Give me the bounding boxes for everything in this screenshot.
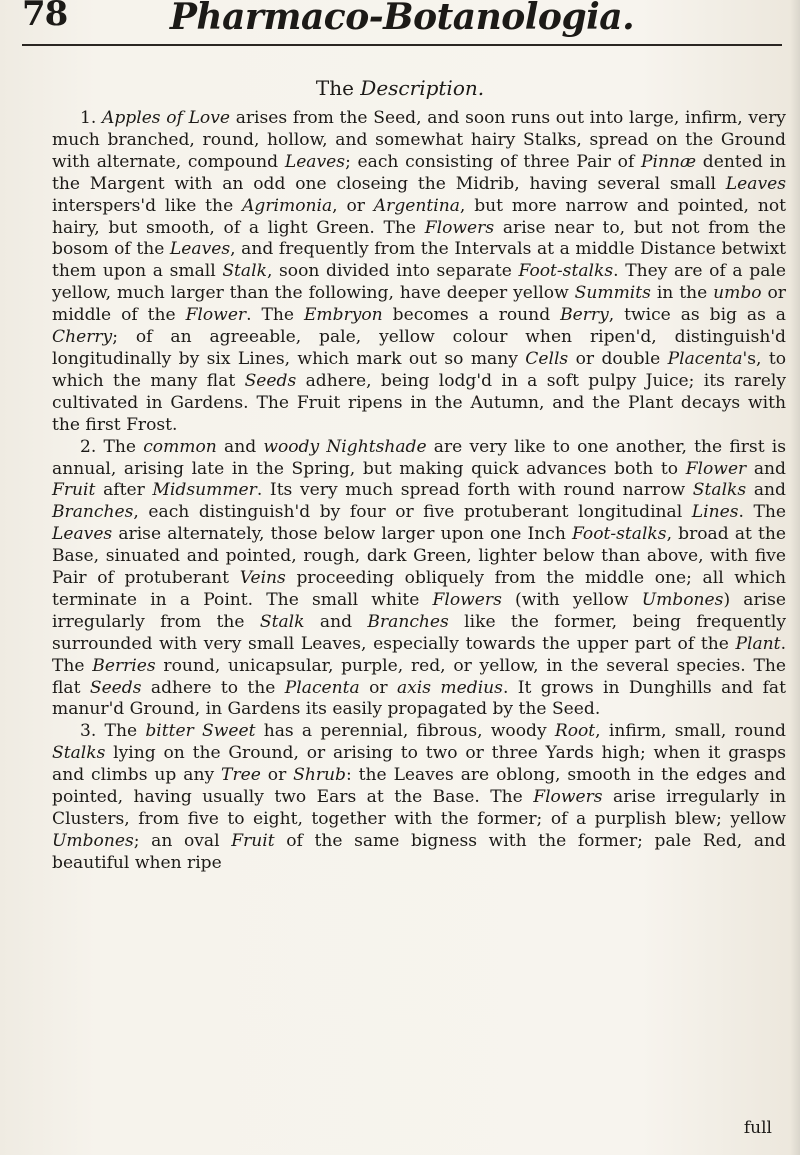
text-run: becomes a round <box>382 305 561 326</box>
text-run: , each distinguish'd by four or five protuberant longitudinal <box>133 502 692 523</box>
text-run: . The <box>738 502 786 523</box>
text-run: , but more narrow and pointed, not hairy, but smooth, of a light Green. The <box>52 195 787 238</box>
italic-term: axis medius <box>396 677 503 698</box>
italic-term: Leaves <box>169 239 231 260</box>
italic-term: Stalk <box>259 611 305 632</box>
text-run: and <box>304 611 368 632</box>
italic-term: Flower <box>685 458 747 479</box>
italic-term: Leaves <box>725 173 786 194</box>
italic-term: Stalk <box>222 261 267 282</box>
text-run: . The <box>52 633 786 676</box>
text-run: or <box>359 677 397 698</box>
text-run: ; of an agreeable, pale, yellow colour when ripen'd, distinguish'd longitudinally by six Lines, which mark out so many <box>52 327 786 369</box>
italic-term: Shrub <box>293 765 346 786</box>
text-run: are very like to one another, the first is annual, arising late in the Spring, but making quick advances both to <box>52 436 786 479</box>
italic-term: Tree <box>221 765 261 786</box>
text-run: lying on the Ground, or arising to two or three Yards high; when it grasps and climbs up any <box>52 743 786 786</box>
text-run: 3. The <box>80 721 146 742</box>
text-run: or <box>260 765 294 786</box>
text-run: , or <box>332 195 374 216</box>
paragraph-nightshade <box>52 437 786 722</box>
section-title-prefix: The <box>315 76 361 100</box>
text-run: like the former, being frequently surrounded with very small Leaves, especially towards the upper part of the <box>52 611 787 654</box>
italic-term: Argentina <box>373 195 460 216</box>
text-run: adhere to the <box>141 677 285 698</box>
italic-term: Placenta <box>284 677 360 698</box>
italic-term: Flowers <box>432 589 502 610</box>
text-run: and <box>216 436 264 457</box>
paragraph-apples-of-love <box>52 108 786 437</box>
italic-term: Umbones <box>641 589 724 610</box>
text-run: in the <box>650 283 714 304</box>
text-run: interspers'd like the <box>52 195 243 216</box>
text-run: 2. The <box>80 436 144 457</box>
italic-term: Seeds <box>89 677 142 698</box>
italic-term: Agrimonia <box>242 195 333 216</box>
italic-term: Summits <box>574 283 651 304</box>
text-run: . The <box>246 305 304 326</box>
text-run: or middle of the <box>52 283 786 326</box>
italic-term: Berries <box>92 655 156 676</box>
italic-term: Embryon <box>303 305 383 326</box>
italic-term: Branches <box>52 502 134 523</box>
text-run: arise alternately, those below larger upon one Inch <box>112 524 572 545</box>
section-title-text: Description. <box>360 76 485 100</box>
text-run: adhere, being lodg'd in a soft pulpy Juice; its rarely cultivated in Gardens. The Fruit ripens in the Autumn, and the Plant decays with the first Frost. <box>52 370 786 435</box>
text-run: 1. <box>80 108 102 128</box>
italic-term: common <box>143 436 217 457</box>
italic-term: Plant <box>735 633 781 654</box>
text-run: , and frequently from the Intervals at a middle Distance betwixt them upon a small <box>52 239 787 282</box>
italic-term: Leaves <box>52 524 113 545</box>
page-header <box>22 0 782 46</box>
text-run: arise irregularly in Clusters, from five to eight, together with the former; of a purplish blew; yellow <box>52 787 786 829</box>
text-run: proceeding obliquely from the middle one; all which terminate in a Point. The small white <box>52 568 786 610</box>
text-run: . It grows in Dunghills and fat manur'd Ground, in Gardens its easily propagated by the Seed. <box>52 677 786 720</box>
italic-term: Branches <box>367 611 449 632</box>
text-run: after <box>95 480 153 501</box>
italic-term: Veins <box>239 568 286 589</box>
italic-term: Flowers <box>533 787 603 808</box>
page-number: 78 <box>22 0 68 34</box>
italic-term: Cherry <box>52 327 113 348</box>
text-run: and <box>746 480 786 501</box>
section-title <box>0 76 800 100</box>
running-title: Pharmaco-Botanologia. <box>169 0 635 38</box>
italic-term: Leaves <box>284 151 346 172</box>
text-run: arises from the Seed, and soon runs out into large, infirm, very much branched, round, hollow, and somewhat hairy Stalks, spread on the Ground with alternate, compound <box>52 108 786 172</box>
italic-term: Fruit <box>52 480 96 501</box>
text-run: ; each consisting of three Pair of <box>345 151 642 172</box>
catchword: full <box>743 1118 772 1138</box>
body-text <box>52 108 786 875</box>
text-run: , twice as big as a <box>608 305 786 326</box>
text-run: has a perennial, fibrous, woody <box>255 721 555 742</box>
italic-term: Lines <box>691 502 739 523</box>
italic-term: Fruit <box>231 830 275 851</box>
paragraph-bitter-sweet <box>52 721 786 874</box>
italic-term: Foot-stalks <box>518 261 614 282</box>
text-run: and <box>746 458 787 479</box>
text-run: 's, to which the many flat <box>52 348 786 391</box>
italic-term: Foot-stalks <box>571 524 667 545</box>
italic-term: Cells <box>525 348 569 369</box>
text-run: . Its very much spread forth with round narrow <box>256 480 693 501</box>
text-run: ) arise irregularly from the <box>52 589 787 632</box>
italic-term: Berry <box>560 305 609 326</box>
text-run: ; an oval <box>133 830 232 851</box>
text-run: : the Leaves are oblong, smooth in the edges and pointed, having usually two Ears at the Base. The <box>52 765 786 808</box>
italic-term: Midsummer <box>152 480 257 501</box>
text-run: , broad at the Base, sinuated and pointed, rough, dark Green, lighter below than above, with five Pair of protuberant <box>52 524 786 589</box>
text-run: round, unicapsular, purple, red, or yellow, in the several species. The flat <box>52 655 786 698</box>
italic-term: Stalks <box>692 480 747 501</box>
italic-term: bitter Sweet <box>145 721 256 742</box>
text-run: , soon divided into separate <box>266 261 519 282</box>
italic-term: Placenta <box>667 348 743 369</box>
italic-term: Apples of Love <box>102 108 230 128</box>
text-run: . They are of a pale yellow, much larger than the following, have deeper yellow <box>52 261 786 304</box>
italic-term: woody Nightshade <box>263 436 427 457</box>
italic-term: Umbones <box>52 830 134 851</box>
text-run: or double <box>568 348 668 369</box>
italic-term: Flower <box>185 305 247 326</box>
italic-term: Stalks <box>52 743 106 764</box>
italic-term: Flowers <box>424 217 495 238</box>
text-run: dented in the Margent with an odd one closeing the Midrib, having several small <box>52 151 786 194</box>
italic-term: Root <box>554 721 596 742</box>
page-edge-shadow <box>790 0 800 1155</box>
text-run: of the same bigness with the former; pale Red, and beautiful when ripe <box>52 830 787 873</box>
italic-term: Seeds <box>244 370 297 391</box>
italic-term: Pinnæ <box>641 151 697 172</box>
italic-term: umbo <box>713 283 762 304</box>
text-run: arise near to, but not from the bosom of the <box>52 217 786 260</box>
text-run: (with yellow <box>501 589 642 610</box>
text-run: , infirm, small, round <box>595 721 786 742</box>
